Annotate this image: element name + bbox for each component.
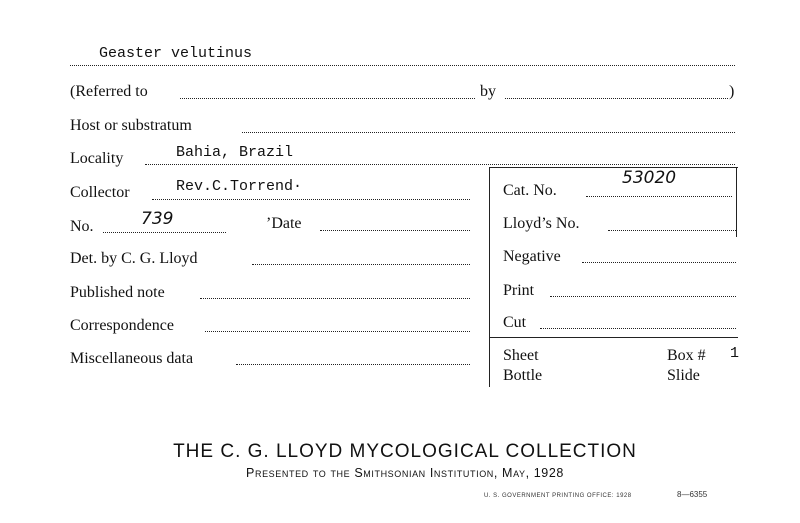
box-value: 1 bbox=[730, 345, 740, 362]
right-box-right-border bbox=[736, 167, 737, 237]
published-note-line bbox=[200, 298, 470, 299]
no-line bbox=[103, 232, 226, 233]
species-name: Geaster velutinus bbox=[99, 45, 253, 62]
bottle-label: Bottle bbox=[503, 367, 543, 384]
host-line bbox=[242, 132, 735, 133]
no-label: No. bbox=[70, 218, 94, 235]
collector-line bbox=[152, 199, 470, 200]
det-by-label: Det. by C. G. Lloyd bbox=[70, 250, 198, 267]
misc-data-line bbox=[236, 364, 470, 365]
cut-line bbox=[540, 328, 736, 329]
det-by-line bbox=[252, 264, 470, 265]
correspondence-label: Correspondence bbox=[70, 317, 174, 334]
lloyds-no-line bbox=[608, 230, 736, 231]
correspondence-line bbox=[205, 331, 470, 332]
cat-no-label: Cat. No. bbox=[503, 182, 557, 199]
form-number: 8—6355 bbox=[677, 490, 708, 499]
by-line bbox=[505, 98, 728, 99]
box-label: Box # bbox=[667, 347, 706, 364]
cat-no-value: 53020 bbox=[622, 168, 677, 188]
printer-line: U. S. GOVERNMENT PRINTING OFFICE: 1928 bbox=[484, 493, 632, 499]
lloyds-no-label: Lloyd’s No. bbox=[503, 215, 580, 232]
collector-value: Rev.C.Torrend· bbox=[176, 178, 303, 195]
misc-data-label: Miscellaneous data bbox=[70, 350, 194, 367]
negative-label: Negative bbox=[503, 248, 561, 265]
cut-label: Cut bbox=[503, 314, 527, 331]
by-label: by bbox=[480, 83, 496, 100]
published-note-label: Published note bbox=[70, 284, 165, 301]
host-label: Host or substratum bbox=[70, 117, 192, 134]
referred-to-line bbox=[180, 98, 475, 99]
right-box-border bbox=[489, 167, 490, 387]
sheet-label: Sheet bbox=[503, 347, 539, 364]
locality-line bbox=[145, 164, 735, 165]
right-box-top bbox=[489, 167, 738, 168]
date-label: ’Date bbox=[266, 215, 302, 232]
locality-label: Locality bbox=[70, 150, 124, 167]
print-label: Print bbox=[503, 282, 535, 299]
collection-subtitle: Presented to the Smithsonian Institution, May, 1928 bbox=[246, 466, 564, 480]
print-line bbox=[550, 296, 736, 297]
locality-value: Bahia, Brazil bbox=[176, 144, 294, 161]
cat-no-line bbox=[586, 196, 732, 197]
close-paren: ) bbox=[729, 83, 735, 100]
date-line bbox=[320, 230, 470, 231]
slide-label: Slide bbox=[667, 367, 700, 384]
species-line bbox=[70, 65, 735, 66]
negative-line bbox=[582, 262, 736, 263]
right-box-divider bbox=[489, 337, 738, 338]
referred-to-label: (Referred to bbox=[70, 83, 148, 100]
collection-title: THE C. G. LLOYD MYCOLOGICAL COLLECTION bbox=[173, 441, 637, 462]
collector-label: Collector bbox=[70, 184, 130, 201]
no-value: 739 bbox=[141, 209, 174, 229]
